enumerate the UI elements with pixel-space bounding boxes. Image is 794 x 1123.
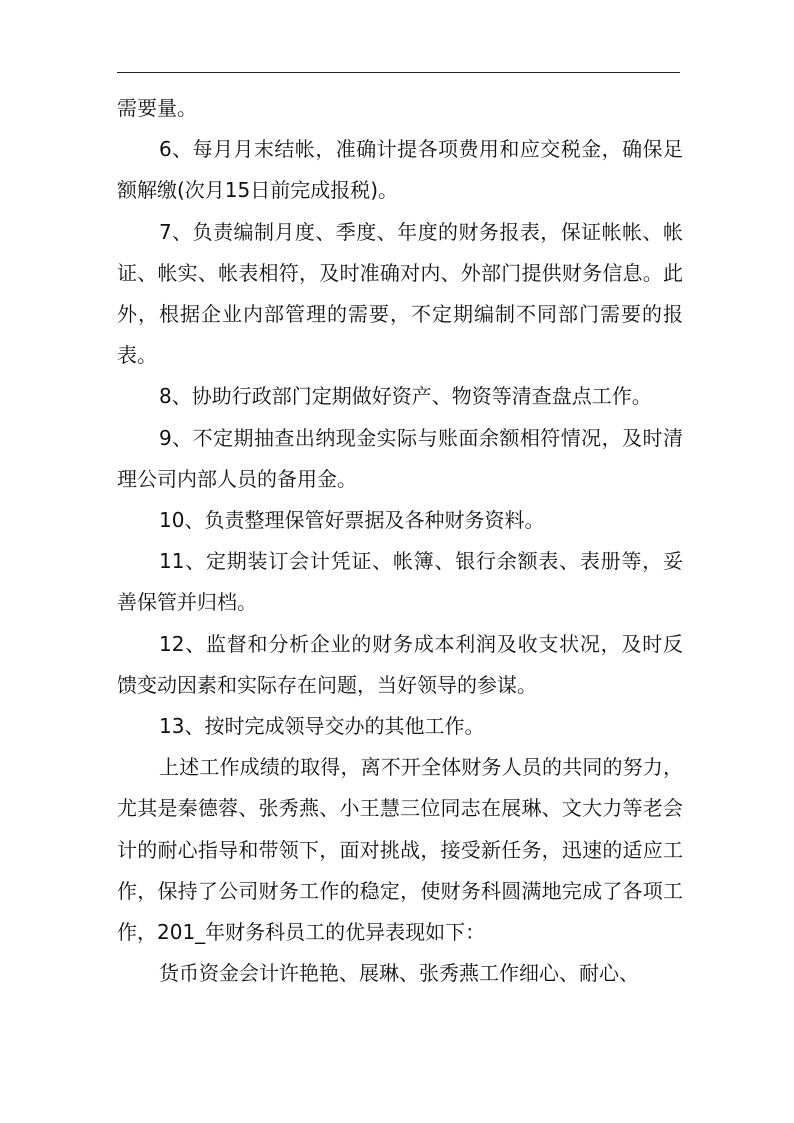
- paragraph-item-8: 8、协助行政部门定期做好资产、物资等清查盘点工作。: [159, 384, 652, 409]
- paragraph-continuation: 需要量。: [117, 96, 197, 120]
- paragraph-item-9: 9、不定期抽查出纳现金实际与账面余额相符情况，及时清理公司内部人员的备用金。: [117, 425, 683, 491]
- paragraph-item-6: 6、每月月末结帐，准确计提各项费用和应交税金，确保足额解缴(次月15日前完成报税)。: [117, 137, 683, 203]
- paragraph-summary: 上述工作成绩的取得，离不开全体财务人员的共同的努力，尤其是秦德蓉、张秀燕、小王慧三位同志在展琳、文大力等老会计的耐心指导和带领下，面对挑战，接受新任务，迅速的适应工作，保持了公司财务工作的稳定，使财务科圆满地完成了各项工作，201_年财务科员工的优异表现如下：: [117, 755, 683, 945]
- paragraph-item-11: 11、定期装订会计凭证、帐簿、银行余额表、表册等，妥善保管并归档。: [117, 549, 683, 615]
- paragraph-item-13: 13、按时完成领导交办的其他工作。: [159, 714, 485, 739]
- paragraph-item-12: 12、监督和分析企业的财务成本利润及收支状况，及时反馈变动因素和实际存在问题，当好领导的参谋。: [117, 631, 683, 697]
- document-body: [117, 88, 683, 994]
- header-rule: [117, 72, 680, 73]
- paragraph-item-10: 10、负责整理保管好票据及各种财务资料。: [159, 508, 545, 533]
- paragraph-item-7: 7、负责编制月度、季度、年度的财务报表，保证帐帐、帐证、帐实、帐表相符，及时准确对内、外部门提供财务信息。此外，根据企业内部管理的需要，不定期编制不同部门需要的报表。: [117, 219, 683, 368]
- paragraph-staff-performance: 货币资金会计许艳艳、展琳、张秀燕工作细心、耐心、: [159, 961, 639, 986]
